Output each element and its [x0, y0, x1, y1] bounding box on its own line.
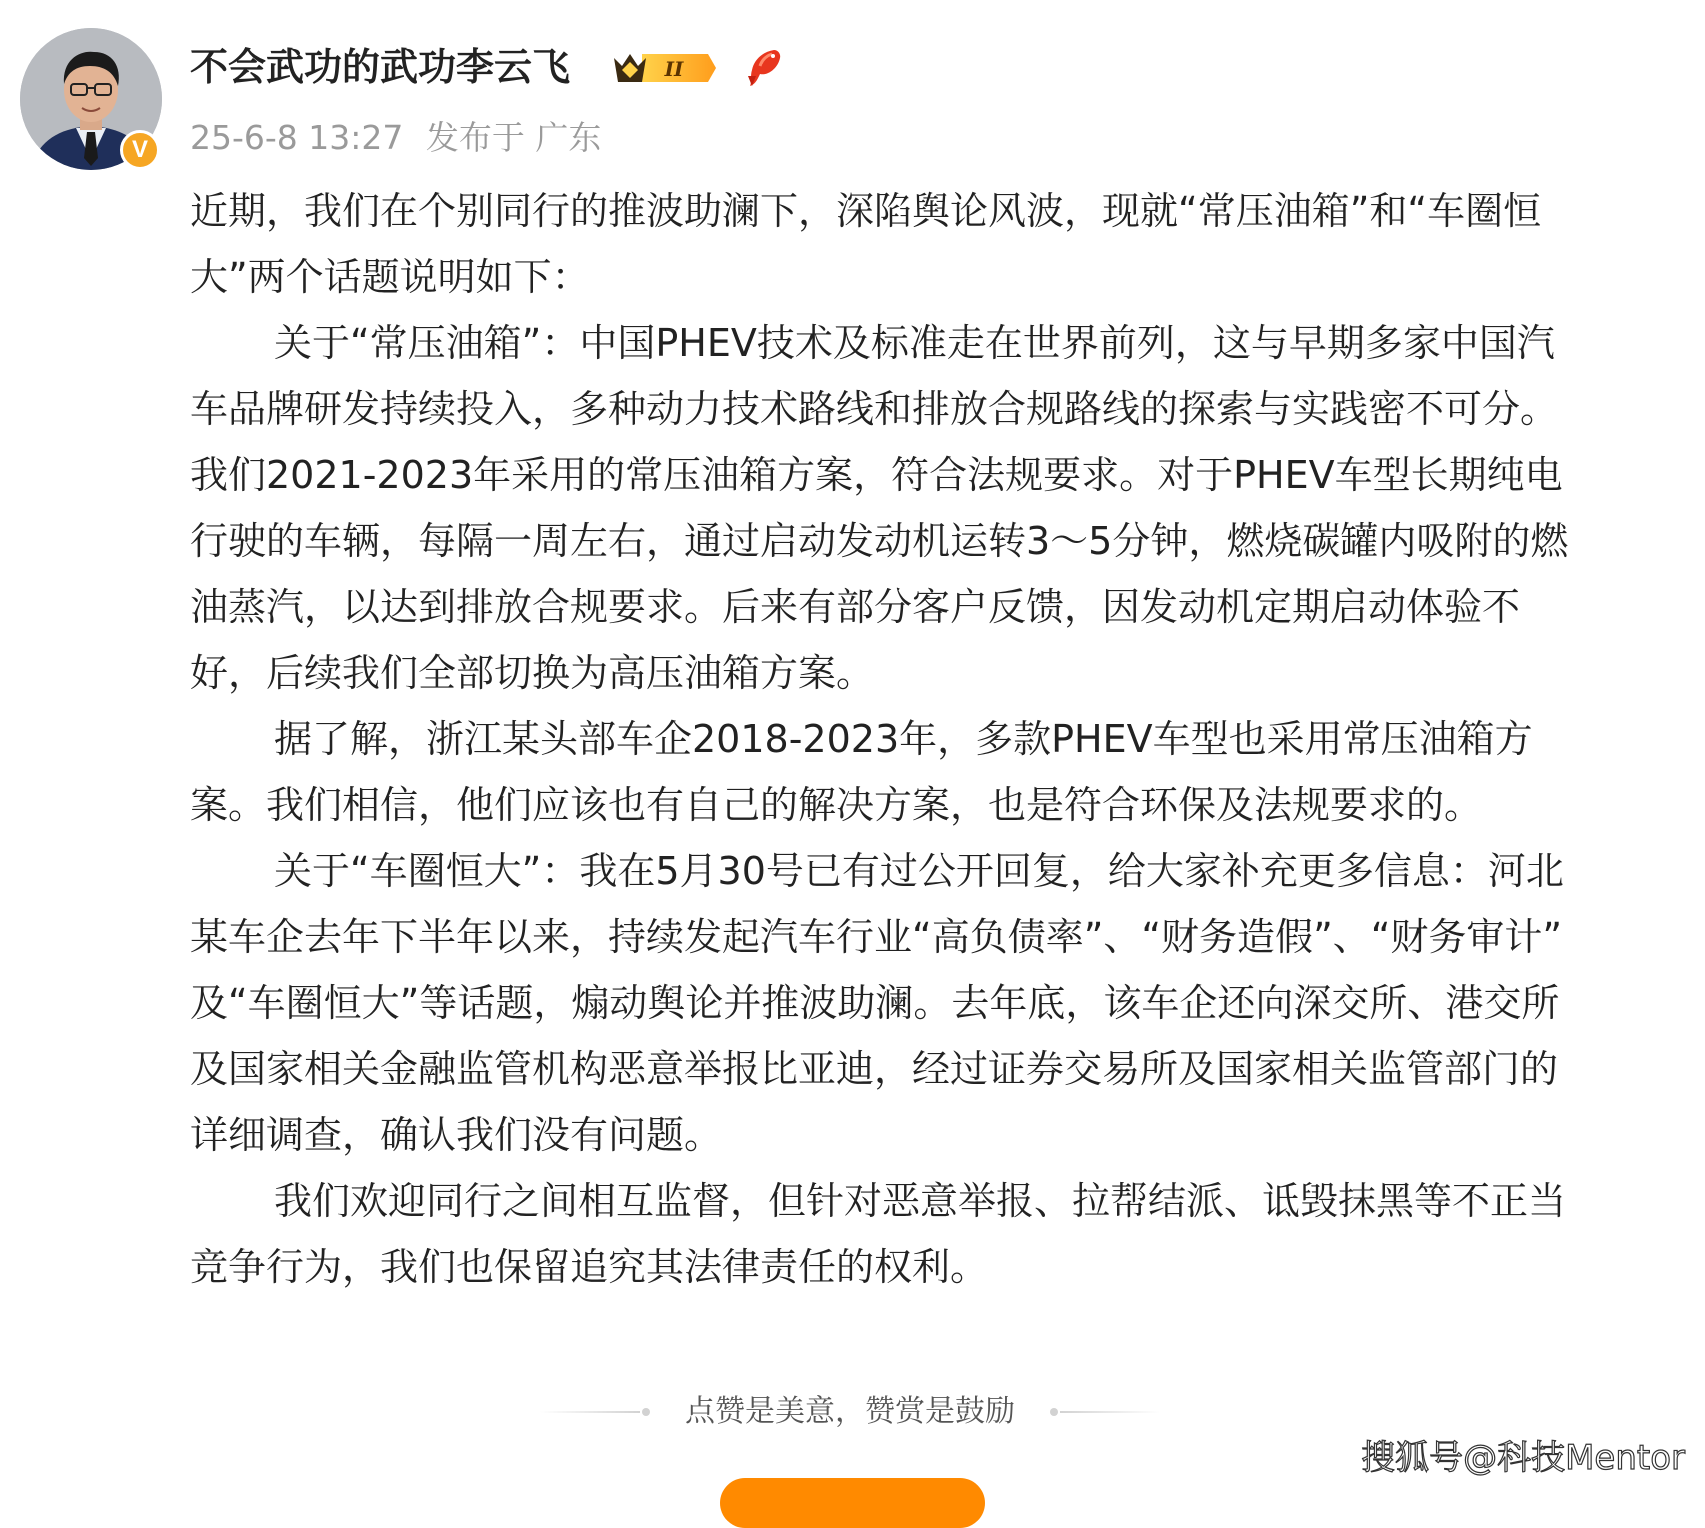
verified-mark: V: [131, 136, 148, 163]
post-meta: [190, 114, 601, 162]
post-timestamp: 25-6-8 13:27: [190, 118, 404, 157]
paragraph-line: 及“车圈恒大”等话题，煽动舆论并推波助澜。去年底，该车企还向深交所、港交所: [190, 981, 1560, 1025]
post-paragraph: [190, 838, 1690, 1168]
paragraph-line: 关于“车圈恒大”：我在5月30号已有过公开回复，给大家补充更多信息：河北: [274, 849, 1564, 893]
reward-button[interactable]: [720, 1478, 985, 1528]
paragraph-line: 竞争行为，我们也保留追究其法律责任的权利。: [190, 1245, 989, 1289]
paragraph-line: 车品牌研发持续投入，多种动力技术路线和排放合规路线的探索与实践密不可分。: [190, 387, 1559, 431]
post-paragraph: [190, 310, 1690, 706]
post-body: [190, 178, 1690, 1300]
post-location: 发布于 广东: [425, 118, 602, 157]
paragraph-line: 行驶的车辆，每隔一周左右，通过启动发动机运转3～5分钟，燃烧碳罐内吸附的燃: [190, 519, 1569, 563]
paragraph-line: 及国家相关金融监管机构恶意举报比亚迪，经过证券交易所及国家相关监管部门的: [190, 1047, 1559, 1091]
divider-dot-right: [1050, 1408, 1058, 1416]
reward-divider: [540, 1388, 1160, 1436]
paragraph-line: 近期，我们在个别同行的推波助澜下，深陷舆论风波，现就“常压油箱”和“车圈恒: [190, 189, 1542, 233]
post-paragraph: [190, 706, 1690, 838]
username[interactable]: 不会武功的武功李云飞: [190, 45, 571, 89]
paragraph-line: 详细调查，确认我们没有问题。: [190, 1113, 723, 1157]
paragraph-line: 大”两个话题说明如下：: [190, 255, 590, 299]
paragraph-line: 我们2021-2023年采用的常压油箱方案，符合法规要求。对于PHEV车型长期纯电: [190, 453, 1563, 497]
reward-prompt: 点赞是美意，赞赏是鼓励: [685, 1394, 1015, 1429]
red-koi-fish-icon: [744, 46, 784, 90]
paragraph-line: 我们欢迎同行之间相互监督，但针对恶意举报、拉帮结派、诋毁抹黑等不正当: [274, 1179, 1567, 1223]
paragraph-line: 据了解，浙江某头部车企2018-2023年，多款PHEV车型也采用常压油箱方: [274, 717, 1533, 761]
post-paragraph: [190, 178, 1690, 310]
divider-line-right: [1060, 1411, 1160, 1413]
post-paragraph: [190, 1168, 1690, 1300]
paragraph-line: 好，后续我们全部切换为高压油箱方案。: [190, 651, 875, 695]
vip-level: II: [664, 57, 684, 81]
source-watermark: 搜狐号@科技Mentor: [1361, 1438, 1685, 1478]
vip-crown-badge-icon[interactable]: [612, 48, 718, 88]
verified-badge-icon: [120, 130, 160, 170]
paragraph-line: 关于“常压油箱”：中国PHEV技术及标准走在世界前列，这与早期多家中国汽: [274, 321, 1555, 365]
paragraph-line: 案。我们相信，他们应该也有自己的解决方案，也是符合环保及法规要求的。: [190, 783, 1483, 827]
paragraph-line: 某车企去年下半年以来，持续发起汽车行业“高负债率”、“财务造假”、“财务审计”: [190, 915, 1563, 959]
paragraph-line: 油蒸汽，以达到排放合规要求。后来有部分客户反馈，因发动机定期启动体验不: [190, 585, 1521, 629]
